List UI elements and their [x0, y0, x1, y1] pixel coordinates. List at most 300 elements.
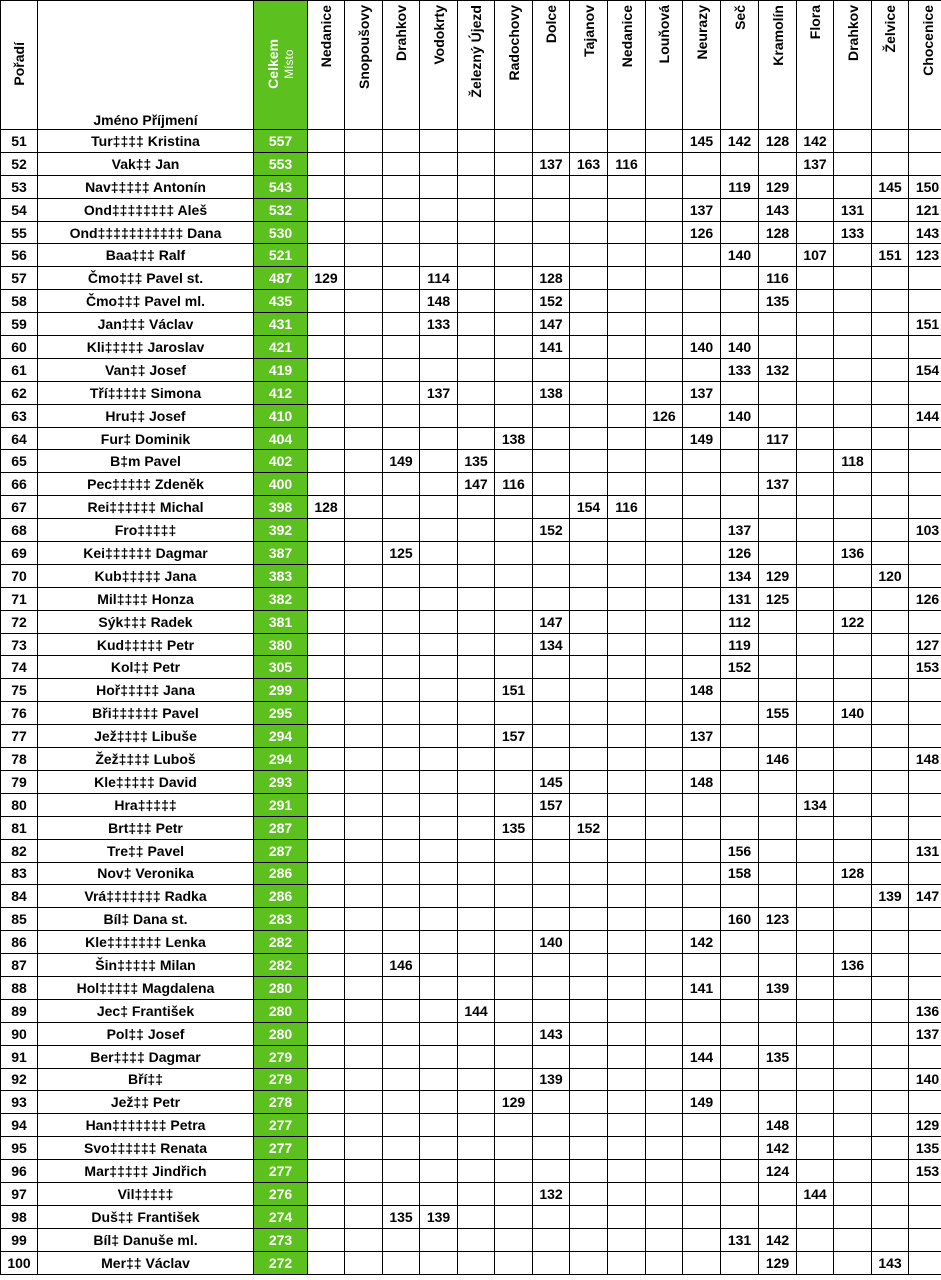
- score-cell: [458, 770, 495, 793]
- score-cell: [683, 519, 721, 542]
- table-row: [1, 496, 941, 519]
- score-cell: [345, 198, 383, 221]
- score-cell: [383, 175, 420, 198]
- score-cell: [608, 1137, 646, 1160]
- score-cell: [759, 862, 797, 885]
- score-cell: [909, 336, 941, 359]
- score-cell: [608, 473, 646, 496]
- score-cell: [759, 1022, 797, 1045]
- table-row: [1, 885, 941, 908]
- table-row: [1, 1045, 941, 1068]
- total-cell: 419: [254, 358, 308, 381]
- score-cell: [383, 816, 420, 839]
- score-cell: [872, 679, 909, 702]
- table-row: [1, 702, 941, 725]
- score-cell: [383, 931, 420, 954]
- score-cell: [721, 313, 759, 336]
- score-cell: [495, 519, 533, 542]
- score-cell: [533, 198, 570, 221]
- score-cell: [909, 1091, 941, 1114]
- score-cell: [308, 1182, 345, 1205]
- score-cell: [759, 244, 797, 267]
- score-cell: [721, 1182, 759, 1205]
- score-cell: 147: [533, 610, 570, 633]
- score-cell: [608, 519, 646, 542]
- score-cell: [383, 1182, 420, 1205]
- score-cell: [345, 816, 383, 839]
- score-cell: 123: [909, 244, 941, 267]
- score-cell: [345, 1205, 383, 1228]
- score-cell: 137: [797, 152, 834, 175]
- score-cell: [345, 244, 383, 267]
- score-cell: [458, 1068, 495, 1091]
- score-cell: [834, 1114, 872, 1137]
- score-cell: [797, 1068, 834, 1091]
- score-cell: [308, 404, 345, 427]
- rank-cell: 86: [1, 931, 38, 954]
- score-cell: 148: [759, 1114, 797, 1137]
- score-cell: [308, 1114, 345, 1137]
- score-cell: [834, 793, 872, 816]
- score-cell: [646, 656, 683, 679]
- name-cell: Nav‡‡‡‡‡ Antonín: [38, 175, 254, 198]
- name-cell: Svo‡‡‡‡‡‡ Renata: [38, 1137, 254, 1160]
- score-cell: [570, 427, 608, 450]
- score-cell: 133: [721, 358, 759, 381]
- score-cell: 129: [495, 1091, 533, 1114]
- score-cell: [383, 404, 420, 427]
- total-cell: 402: [254, 450, 308, 473]
- score-cell: [308, 336, 345, 359]
- score-cell: [608, 313, 646, 336]
- score-cell: [570, 702, 608, 725]
- table-row: [1, 954, 941, 977]
- score-cell: [721, 198, 759, 221]
- score-cell: [646, 702, 683, 725]
- score-cell: [872, 633, 909, 656]
- score-cell: [683, 633, 721, 656]
- score-cell: [608, 1205, 646, 1228]
- score-cell: [909, 770, 941, 793]
- score-cell: [345, 633, 383, 656]
- score-cell: [909, 816, 941, 839]
- table-row: [1, 450, 941, 473]
- score-cell: [683, 404, 721, 427]
- rank-cell: 89: [1, 999, 38, 1022]
- score-cell: [458, 1091, 495, 1114]
- total-cell: 387: [254, 542, 308, 565]
- score-cell: [759, 381, 797, 404]
- score-cell: [458, 1022, 495, 1045]
- score-cell: 134: [721, 564, 759, 587]
- score-cell: [797, 748, 834, 771]
- score-cell: [570, 404, 608, 427]
- score-cell: 156: [721, 839, 759, 862]
- score-cell: [570, 519, 608, 542]
- score-cell: 126: [646, 404, 683, 427]
- score-cell: [533, 976, 570, 999]
- score-cell: [420, 175, 458, 198]
- score-cell: [909, 267, 941, 290]
- score-cell: [608, 336, 646, 359]
- score-cell: [759, 679, 797, 702]
- score-cell: [420, 198, 458, 221]
- score-cell: 152: [533, 519, 570, 542]
- score-cell: 127: [909, 633, 941, 656]
- score-cell: [721, 954, 759, 977]
- score-cell: 137: [420, 381, 458, 404]
- score-cell: [383, 1068, 420, 1091]
- name-cell: Vak‡‡ Jan: [38, 152, 254, 175]
- score-cell: [495, 1137, 533, 1160]
- score-cell: [646, 885, 683, 908]
- table-row: [1, 244, 941, 267]
- score-cell: [458, 1045, 495, 1068]
- score-cell: [909, 450, 941, 473]
- score-cell: [495, 748, 533, 771]
- rank-header: Pořadí: [1, 1, 38, 130]
- name-cell: Han‡‡‡‡‡‡‡ Petra: [38, 1114, 254, 1137]
- total-cell: 272: [254, 1251, 308, 1274]
- score-cell: [608, 564, 646, 587]
- score-cell: [683, 862, 721, 885]
- score-cell: 139: [872, 885, 909, 908]
- name-cell: Kle‡‡‡‡‡‡‡ Lenka: [38, 931, 254, 954]
- score-cell: [683, 1068, 721, 1091]
- score-cell: [420, 221, 458, 244]
- table-row: [1, 130, 941, 153]
- score-cell: 136: [834, 954, 872, 977]
- score-cell: 140: [834, 702, 872, 725]
- table-row: [1, 770, 941, 793]
- score-cell: [383, 496, 420, 519]
- score-cell: 142: [797, 130, 834, 153]
- score-cell: [458, 793, 495, 816]
- score-cell: [383, 290, 420, 313]
- score-cell: [570, 885, 608, 908]
- total-cell: 294: [254, 725, 308, 748]
- score-cell: 140: [533, 931, 570, 954]
- score-cell: [495, 999, 533, 1022]
- name-cell: Pec‡‡‡‡‡ Zdeněk: [38, 473, 254, 496]
- score-cell: 152: [570, 816, 608, 839]
- score-cell: 149: [683, 1091, 721, 1114]
- score-cell: 154: [909, 358, 941, 381]
- score-cell: [872, 267, 909, 290]
- score-cell: [872, 1091, 909, 1114]
- score-cell: [308, 908, 345, 931]
- column-header: Kramolín: [759, 1, 797, 130]
- total-cell: 530: [254, 221, 308, 244]
- score-cell: [495, 221, 533, 244]
- score-cell: 146: [759, 748, 797, 771]
- score-cell: [308, 999, 345, 1022]
- score-cell: [383, 130, 420, 153]
- score-cell: 148: [909, 748, 941, 771]
- score-cell: [834, 1137, 872, 1160]
- score-cell: [797, 519, 834, 542]
- score-cell: [495, 313, 533, 336]
- score-cell: [834, 770, 872, 793]
- total-cell: 557: [254, 130, 308, 153]
- score-cell: [834, 976, 872, 999]
- score-cell: [308, 976, 345, 999]
- rank-cell: 94: [1, 1114, 38, 1137]
- total-cell: 293: [254, 770, 308, 793]
- score-cell: [759, 610, 797, 633]
- results-body: [1, 130, 941, 1275]
- score-cell: [345, 542, 383, 565]
- score-cell: [308, 725, 345, 748]
- score-cell: [683, 1228, 721, 1251]
- score-cell: [834, 748, 872, 771]
- total-cell: 278: [254, 1091, 308, 1114]
- score-cell: [797, 679, 834, 702]
- score-cell: [872, 1137, 909, 1160]
- score-cell: [458, 610, 495, 633]
- score-cell: [495, 1228, 533, 1251]
- score-cell: [495, 954, 533, 977]
- score-cell: [495, 1251, 533, 1274]
- score-cell: [683, 908, 721, 931]
- score-cell: [834, 633, 872, 656]
- score-cell: 154: [570, 496, 608, 519]
- score-cell: [721, 976, 759, 999]
- score-cell: [345, 358, 383, 381]
- score-cell: [872, 198, 909, 221]
- score-cell: [797, 290, 834, 313]
- score-cell: [608, 862, 646, 885]
- score-cell: 147: [458, 473, 495, 496]
- rank-cell: 97: [1, 1182, 38, 1205]
- score-cell: [308, 587, 345, 610]
- score-cell: [646, 1251, 683, 1274]
- score-cell: [797, 1137, 834, 1160]
- score-cell: [345, 931, 383, 954]
- score-cell: [872, 976, 909, 999]
- score-cell: [533, 725, 570, 748]
- score-cell: 148: [683, 679, 721, 702]
- score-cell: [646, 313, 683, 336]
- score-cell: [608, 381, 646, 404]
- score-cell: [308, 1045, 345, 1068]
- score-cell: [383, 1022, 420, 1045]
- rank-cell: 77: [1, 725, 38, 748]
- score-cell: [345, 839, 383, 862]
- total-cell: 382: [254, 587, 308, 610]
- total-cell: 279: [254, 1045, 308, 1068]
- header-row: [1, 1, 941, 130]
- column-header: Vodokrty: [420, 1, 458, 130]
- score-cell: [458, 587, 495, 610]
- score-cell: [570, 1182, 608, 1205]
- score-cell: [345, 381, 383, 404]
- score-cell: [608, 1114, 646, 1137]
- score-cell: [872, 496, 909, 519]
- score-cell: [383, 1114, 420, 1137]
- rank-cell: 52: [1, 152, 38, 175]
- score-cell: [834, 1228, 872, 1251]
- score-cell: [308, 450, 345, 473]
- score-cell: [683, 610, 721, 633]
- score-cell: [608, 725, 646, 748]
- score-cell: [533, 244, 570, 267]
- score-cell: 135: [495, 816, 533, 839]
- score-cell: [834, 473, 872, 496]
- score-cell: [721, 1045, 759, 1068]
- score-cell: [608, 1160, 646, 1183]
- score-cell: [909, 931, 941, 954]
- score-cell: 129: [308, 267, 345, 290]
- score-cell: 125: [759, 587, 797, 610]
- score-cell: 116: [608, 152, 646, 175]
- score-cell: [683, 152, 721, 175]
- name-cell: Bři‡‡‡‡‡‡ Pavel: [38, 702, 254, 725]
- score-cell: [834, 1182, 872, 1205]
- table-row: [1, 679, 941, 702]
- score-cell: [420, 885, 458, 908]
- score-cell: [533, 885, 570, 908]
- score-cell: [570, 473, 608, 496]
- score-cell: 157: [495, 725, 533, 748]
- score-cell: [533, 175, 570, 198]
- score-cell: [909, 1251, 941, 1274]
- score-cell: [533, 587, 570, 610]
- rank-cell: 91: [1, 1045, 38, 1068]
- score-cell: [834, 908, 872, 931]
- score-cell: [420, 404, 458, 427]
- rank-cell: 83: [1, 862, 38, 885]
- score-cell: [458, 130, 495, 153]
- score-cell: [683, 496, 721, 519]
- rank-cell: 96: [1, 1160, 38, 1183]
- score-cell: [646, 290, 683, 313]
- score-cell: [759, 633, 797, 656]
- table-row: [1, 633, 941, 656]
- score-cell: [721, 450, 759, 473]
- score-cell: [909, 290, 941, 313]
- score-cell: [458, 542, 495, 565]
- score-cell: [495, 770, 533, 793]
- score-cell: [872, 748, 909, 771]
- score-cell: [383, 587, 420, 610]
- score-cell: 125: [383, 542, 420, 565]
- name-cell: Hoř‡‡‡‡‡ Jana: [38, 679, 254, 702]
- score-cell: [345, 793, 383, 816]
- score-cell: [570, 1251, 608, 1274]
- score-cell: [646, 152, 683, 175]
- score-cell: [458, 496, 495, 519]
- total-cell: 305: [254, 656, 308, 679]
- score-cell: [759, 152, 797, 175]
- score-cell: [420, 1137, 458, 1160]
- name-cell: Čmo‡‡‡ Pavel ml.: [38, 290, 254, 313]
- score-cell: [834, 656, 872, 679]
- score-cell: 140: [721, 336, 759, 359]
- score-cell: [909, 976, 941, 999]
- rank-cell: 69: [1, 542, 38, 565]
- score-cell: [308, 748, 345, 771]
- score-cell: [608, 976, 646, 999]
- score-cell: [420, 862, 458, 885]
- column-header: Snopoušovy: [345, 1, 383, 130]
- score-cell: 103: [909, 519, 941, 542]
- table-row: [1, 610, 941, 633]
- column-header: Neurazy: [683, 1, 721, 130]
- name-cell: Mer‡‡ Václav: [38, 1251, 254, 1274]
- score-cell: [683, 175, 721, 198]
- score-cell: [797, 976, 834, 999]
- total-cell: 400: [254, 473, 308, 496]
- score-cell: [608, 679, 646, 702]
- score-cell: 143: [759, 198, 797, 221]
- score-cell: [909, 427, 941, 450]
- score-cell: [345, 336, 383, 359]
- rank-cell: 98: [1, 1205, 38, 1228]
- score-cell: [872, 450, 909, 473]
- score-cell: [834, 313, 872, 336]
- score-cell: [683, 793, 721, 816]
- name-cell: Ond‡‡‡‡‡‡‡‡‡‡‡ Dana: [38, 221, 254, 244]
- score-cell: [383, 1137, 420, 1160]
- score-cell: [495, 976, 533, 999]
- score-cell: [570, 1022, 608, 1045]
- score-cell: [872, 290, 909, 313]
- score-cell: [458, 633, 495, 656]
- table-row: [1, 152, 941, 175]
- score-cell: [646, 1045, 683, 1068]
- score-cell: [458, 152, 495, 175]
- score-cell: [646, 267, 683, 290]
- score-cell: [420, 1045, 458, 1068]
- score-cell: [683, 839, 721, 862]
- score-cell: [759, 839, 797, 862]
- score-cell: [570, 793, 608, 816]
- rank-cell: 88: [1, 976, 38, 999]
- score-cell: [646, 999, 683, 1022]
- score-cell: [570, 610, 608, 633]
- score-cell: [570, 1114, 608, 1137]
- table-row: [1, 564, 941, 587]
- table-row: [1, 381, 941, 404]
- total-cell: 487: [254, 267, 308, 290]
- score-cell: [420, 542, 458, 565]
- score-cell: [683, 954, 721, 977]
- score-cell: [872, 152, 909, 175]
- score-cell: [834, 1205, 872, 1228]
- score-cell: [570, 748, 608, 771]
- column-header: Drahkov: [383, 1, 420, 130]
- score-cell: 140: [721, 244, 759, 267]
- score-cell: [495, 336, 533, 359]
- score-cell: [308, 1160, 345, 1183]
- score-cell: [721, 1091, 759, 1114]
- score-cell: [420, 999, 458, 1022]
- score-cell: 131: [909, 839, 941, 862]
- score-cell: [383, 152, 420, 175]
- score-cell: [683, 1160, 721, 1183]
- score-cell: [420, 130, 458, 153]
- score-cell: [308, 381, 345, 404]
- score-cell: [308, 1205, 345, 1228]
- score-cell: [308, 1022, 345, 1045]
- score-cell: [533, 473, 570, 496]
- score-cell: [495, 564, 533, 587]
- score-cell: 144: [683, 1045, 721, 1068]
- score-cell: [797, 770, 834, 793]
- name-cell: Bíl‡ Danuše ml.: [38, 1228, 254, 1251]
- score-cell: [495, 862, 533, 885]
